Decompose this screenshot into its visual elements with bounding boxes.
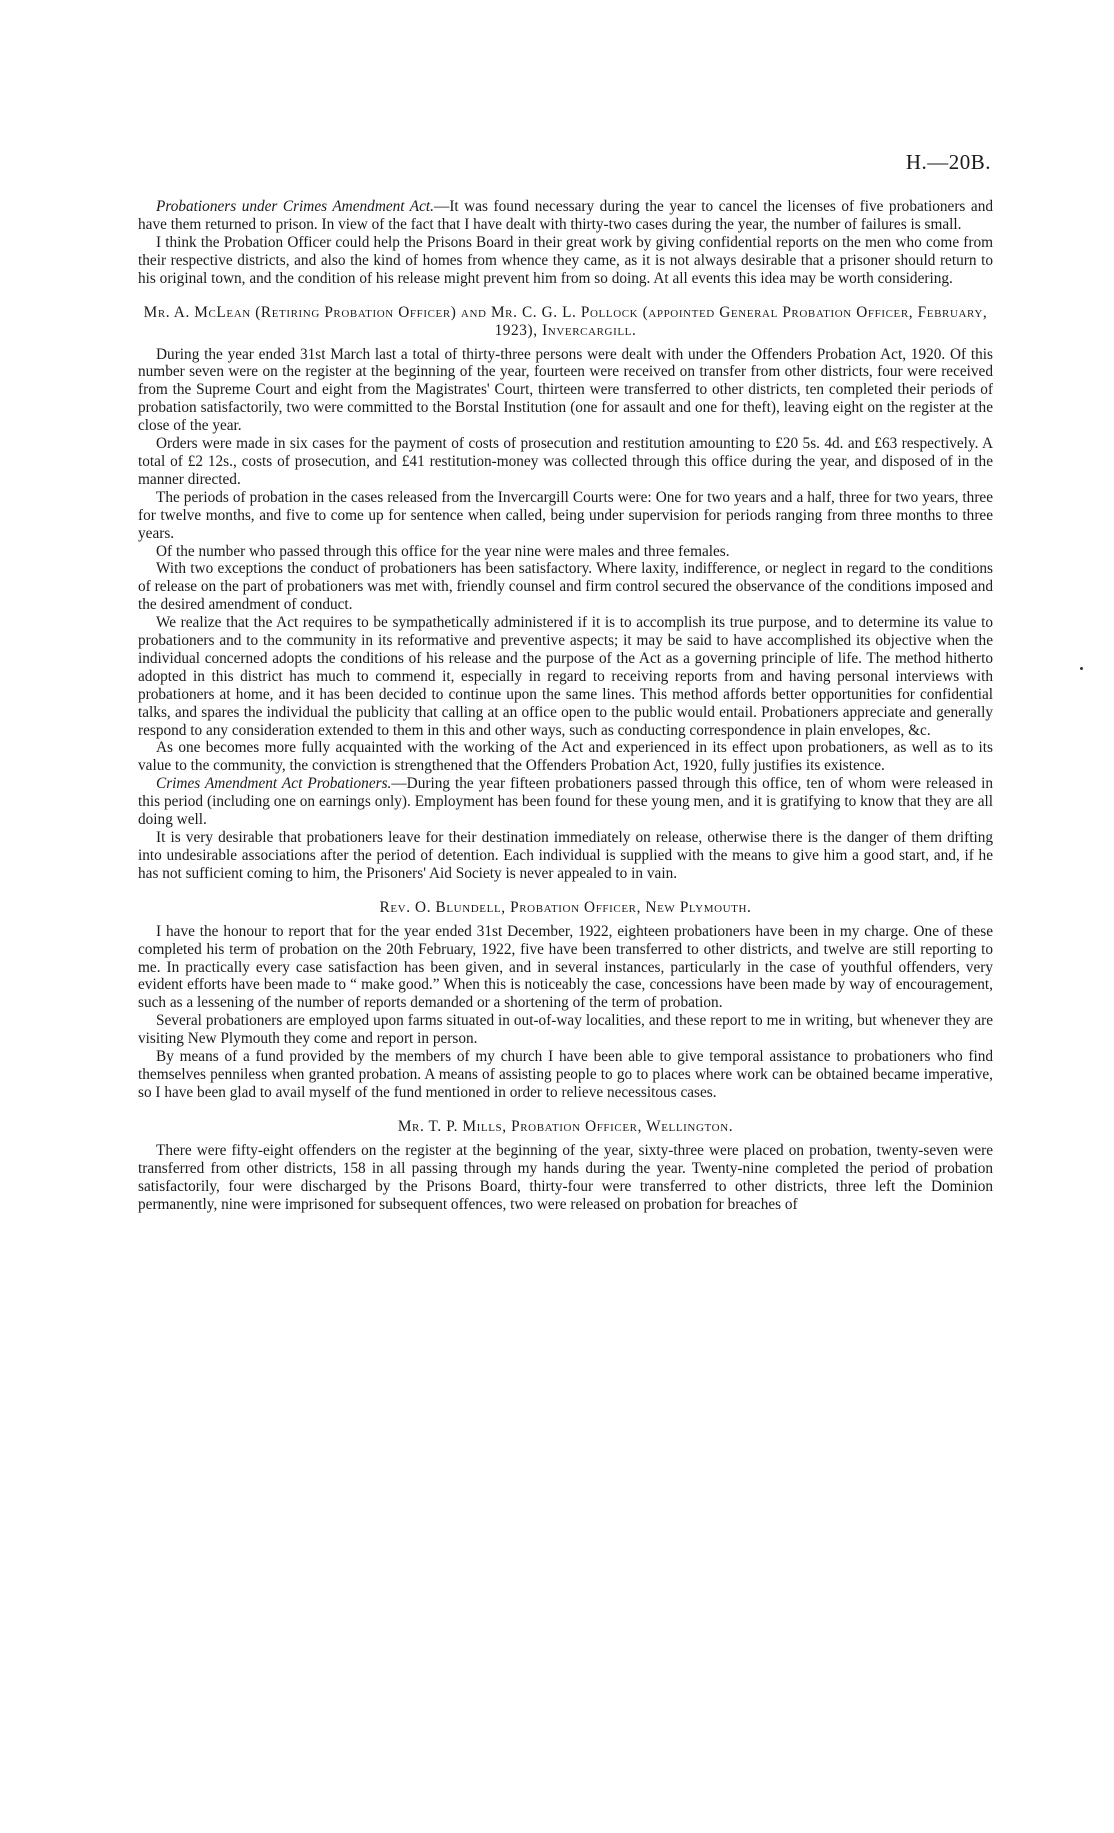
new-plymouth-paragraph-2: Several probationers are employed upon farms situated in out-of-way localities, and these report to me in writing, but whenever they are visiting New Plymouth they come and report in person. [138,1012,993,1048]
invercargill-paragraph-7: As one becomes more fully acquainted with the working of the Act and experienced in its effect upon probationers, as well as to its value to the community, the conviction is strengthened that the Offenders Probation Act, 1920, fully justifies its existence. [138,739,993,775]
stray-ink-mark [1080,667,1083,670]
invercargill-paragraph-3: The periods of probation in the cases released from the Invercargill Courts were: One for two years and a half, three for two years, three for twelve months, and five to come up for sentence when called, being under supervision for periods ranging from three months to three years. [138,488,993,542]
section-heading-wellington: Mr. T. P. Mills, Probation Officer, Wellington. [397,1117,734,1135]
report-body [138,198,993,1213]
invercargill-paragraph-8-text: —During the year fifteen probationers passed through this office, ten of whom were released in this period (including one on earnings only). Employment has been found for these young men, and it is gratifying to know that they are all doing well. [138,775,994,829]
section-heading-invercargill: Mr. A. McLean (Retiring Probation Officer) and Mr. C. G. L. Pollock (appointed General Probation Officer, February, 1923), Invercargill. [143,303,988,339]
intro-paragraph-1 [138,198,993,234]
section-heading-new-plymouth: Rev. O. Blundell, Probation Officer, New Plymouth. [379,898,752,916]
intro-italic-lead: Probationers under Crimes Amendment Act. [156,198,435,215]
wellington-paragraph-1: There were fifty-eight offenders on the register at the beginning of the year, sixty-three were placed on probation, twenty-seven were transferred from other districts, 158 in all passing through my hands during the year. Twenty-nine completed the period of probation satisfactorily, four were discharged by the Prisons Board, thirty-four were transferred to other districts, three left the Dominion permanently, nine were imprisoned for subsequent offences, two were released on probation for breaches of [138,1141,993,1213]
invercargill-paragraph-5: With two exceptions the conduct of probationers has been satisfactory. Where laxity, indifference, or neglect in regard to the conditions of release on the part of probationers was met with, friendly counsel and firm control secured the observance of the conditions imposed and the desired amendment of conduct. [138,560,993,614]
invercargill-paragraph-4: Of the number who passed through this office for the year nine were males and three females. [156,542,730,560]
invercargill-paragraph-1: During the year ended 31st March last a total of thirty-three persons were dealt with under the Offenders Probation Act, 1920. Of this number seven were on the register at the beginning of the year, fourteen were received on transfer from other districts, four were received from the Supreme Court and eight from the Magistrates' Court, thirteen were transferred to other districts, ten completed their periods of probation satisfactorily, two were committed to the Borstal Institution (one for assault and one for theft), leaving eight on the register at the close of the year. [138,345,993,435]
invercargill-paragraph-8 [138,775,993,829]
invercargill-paragraph-9: It is very desirable that probationers leave for their destination immediately on release, otherwise there is the danger of them drifting into undesirable associations after the period of detention. Each individual is supplied with the means to give him a good start, and, if he has not sufficient coming to him, the Prisoners' Aid Society is never appealed to in vain. [138,829,993,882]
invercargill-paragraph-6: We realize that the Act requires to be sympathetically administered if it is to accomplish its true purpose, and to determine its value to probationers and to the community in its reformative and preventive aspects; it may be said to have accomplished its objective when the individual concerned adopts the conditions of his release and the purpose of the Act as a governing principle of life. The method hitherto adopted in this district has much to commend it, especially in regard to receiving reports from and having personal interviews with probationers at home, and it has been decided to continue upon the same lines. This method affords better opportunities for confidential talks, and spares the individual the publicity that calling at an office open to the public would entail. Probationers appreciate and generally respond to any consideration extended to them in this and other ways, such as conducting correspondence in plain envelopes, &c. [138,614,993,739]
intro-paragraph-2: I think the Probation Officer could help the Prisons Board in their great work by giving confidential reports on the men who come from their respective districts, and also the kind of homes from whence they came, as it is not always desirable that a prisoner should return to his original town, and the condition of his release might prevent him from so doing. At all events this idea may be worth considering. [138,233,993,287]
invercargill-italic-lead: Crimes Amendment Act Probationers. [156,775,392,793]
new-plymouth-paragraph-3: By means of a fund provided by the members of my church I have been able to give temporal assistance to probationers who find themselves penniless when granted probation. A means of assisting people to go to places where work can be obtained became imperative, so I have been glad to avail myself of the fund mentioned in order to relieve necessitous cases. [138,1048,993,1101]
intro-paragraph-1-text: —It was found necessary during the year to cancel the licenses of five probationers and have them returned to prison. In view of the fact that I have dealt with thirty-two cases during the year, the number of failures is small. [138,198,993,233]
page-reference: H.—20B. [905,150,991,174]
invercargill-paragraph-2: Orders were made in six cases for the payment of costs of prosecution and restitution amounting to £20 5s. 4d. and £63 respectively. A total of £2 12s., costs of prosecution, and £41 restitution-money was collected through this office during the year, and disposed of in the manner directed. [138,435,993,488]
new-plymouth-paragraph-1: I have the honour to report that for the year ended 31st December, 1922, eighteen probationers have been in my charge. One of these completed his term of probation on the 20th February, 1922, five have been transferred to other districts, and twelve are still reporting to me. In practically every case satisfaction has been given, and in several instances, particularly in the case of youthful offenders, very evident efforts have been made to “ make good.” When this is noticeably the case, concessions have been made by way of encouragement, such as a lessening of the number of reports demanded or a shortening of the term of probation. [138,922,993,1012]
